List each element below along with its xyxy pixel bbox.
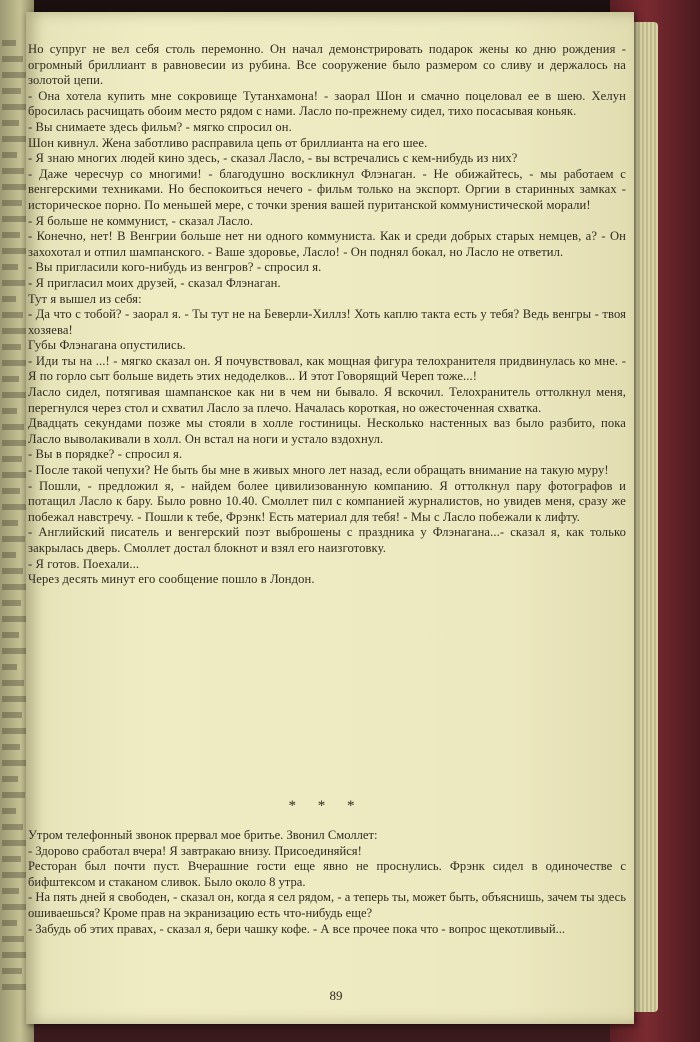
facing-page-text-fragment [2,680,24,686]
facing-page-text-fragment [2,728,29,734]
facing-page-text-fragment [2,200,22,206]
section-divider: * * * [288,798,364,814]
facing-page-text-fragment [2,408,17,414]
facing-page-text-fragment [2,216,29,222]
paragraph: Двадцать секундами позже мы стояли в холле гостиницы. Несколько настенных ваз было разбито, пока Ласло выволакивали в холл. Он встал на ноги и устало вздохнул. [28,416,626,446]
facing-page-text-fragment [2,360,28,366]
facing-page-text-fragment [2,280,25,286]
facing-page-text-fragment [2,856,21,862]
paragraph: - Вы в порядке? - спросил я. [28,447,183,462]
facing-page-text-fragment [2,792,25,798]
facing-page-text-fragment [2,648,26,654]
facing-page-text-fragment [2,120,19,126]
paragraph: - После такой чепухи? Не быть бы мне в живых много лет назад, если обращать внимание на такую муру! [28,463,609,478]
facing-page-text-fragment [2,40,16,46]
facing-page-text-fragment [2,808,16,814]
facing-page-text-fragment [2,88,21,94]
facing-page-text-fragment [2,968,22,974]
facing-page-text-fragment [2,824,23,830]
paragraph: Через десять минут его сообщение пошло в Лондон. [28,572,315,587]
page-number: 89 [329,988,343,1003]
facing-page-text-fragment [2,936,24,942]
facing-page-text-fragment [2,776,18,782]
paragraph: Но супруг не вел себя столь перемонно. Он начал демонстрировать подарок жены ко дню рождения - огромный бриллиант в равновесии из рубина. Все сооружение было размером со сливу и держалось на золотой цепи. [28,42,626,88]
facing-page-text-fragment [2,712,22,718]
facing-page-text-fragment [2,392,26,398]
facing-page-text-fragment [2,616,28,622]
facing-page-text-fragment [2,152,17,158]
facing-page-text-fragment [2,296,16,302]
facing-page-text-fragment [2,424,24,430]
paragraph: - Вы пригласили кого-нибудь из венгров? - спросил я. [28,260,322,275]
background-top [0,0,700,12]
facing-page-text-fragment [2,232,20,238]
facing-page-text-fragment [2,744,20,750]
paragraph: - Английский писатель и венгерский поэт выброшены с праздника у Флэнагана...- сказал я, как только закрылась дверь. Смоллет достал блокнот и взял его наизготовку. [28,525,626,555]
facing-page-text-fragment [2,568,23,574]
facing-page-text-fragment [2,760,27,766]
facing-page-text-fragment [2,920,17,926]
facing-page-text-fragment [2,984,29,990]
facing-page-text-fragment [2,264,18,270]
paragraph: Ласло сидел, потягивая шампанское как ни в чем ни бывало. Я вскочил. Телохранитель оттолкнул меня, перегнулся через стол и схватил Ласло за плечо. Началась короткая, но ожесточенная схватка. [28,385,626,415]
paragraph: Утром телефонный звонок прервал мое бритье. Звонил Смоллет: [28,828,378,842]
facing-page-text-fragment [2,888,19,894]
paragraph: - Вы снимаете здесь фильм? - мягко спросил он. [28,119,292,134]
facing-page-text-fragment [2,536,25,542]
facing-page-text-fragment [2,136,26,142]
facing-page-text-fragment [2,504,27,510]
paragraph: - Здорово сработал вчера! Я завтракаю внизу. Присоединяйся! [28,843,362,858]
book-page [26,12,634,1024]
facing-page-text-fragment [2,664,17,670]
facing-page-text-fragment [2,248,27,254]
main-text [28,42,626,588]
facing-page-text-fragment [2,168,24,174]
paragraph: Шон кивнул. Жена заботливо расправила цепь от бриллианта на его шее. [28,135,428,150]
paragraph: - Иди ты на ...! - мягко сказал он. Я почувствовал, как мощная фигура телохранителя придвинулась ко мне. - Я по горло сыт больше видеть этих недоделков... И этот Говорящий Череп тоже...! [28,353,626,384]
paragraph: Губы Флэнагана опустились. [28,338,186,353]
paragraph: - Я больше не коммунист, - сказал Ласло. [28,213,254,228]
facing-page-text-fragment [2,488,20,494]
facing-page-text-fragment [2,344,21,350]
facing-page-text-fragment [2,376,19,382]
section-text [28,828,626,937]
paragraph: - Я пригласил моих друзей, - сказал Флэнаган. [28,275,281,290]
facing-page-text-fragment [2,552,16,558]
facing-page-text-fragment [2,312,23,318]
facing-page-text-fragment [2,56,23,62]
facing-page-text-fragment [2,520,18,526]
paragraph: - Она хотела купить мне сокровище Тутанхамона! - заорал Шон и смачно поцеловал ее в шею. Хелун бросилась расчищать обоим место рядом с нами. Ласло по-прежнему сидел, тихо посасывая коньяк. [28,88,626,119]
facing-page-text-fragment [2,472,29,478]
paragraph: - На пять дней я свободен, - сказал он, когда я сел рядом, - а теперь ты, может быть, объяснишь, зачем ты здесь ошиваешься? Кроме прав на экранизацию есть что-нибудь еще? [28,890,626,920]
paragraph: - Я знаю многих людей кино здесь, - сказал Ласло, - вы встречались с кем-нибудь из них? [28,151,518,166]
paragraph: - Пошли, - предложил я, - найдем более цивилизованную компанию. Я оттолкнул пару фотографов и потащил Ласло к бару. Было ровно 10.40. Смоллет пил с компанией журналистов, но увидев меня, сразу же побежал навстречу. - Пошли к тебе, Фрэнк! Есть материал для тебя! - Мы с Ласло побежали к лифту. [28,478,626,524]
facing-page-text-fragment [2,632,19,638]
facing-page-text-fragment [2,904,26,910]
facing-page-text-fragment [2,872,28,878]
facing-page-text-fragment [2,104,28,110]
paragraph: - Да что с тобой? - заорал я. - Ты тут не на Беверли-Хиллз! Хоть каплю такта есть у тебя? Ведь венгры - твоя хозяева! [28,307,626,337]
paragraph: - Забудь об этих правах, - сказал я, бери чашку кофе. - А все прочее пока что - вопрос щекотливый... [28,921,566,936]
paragraph: - Даже чересчур со многими! - благодушно воскликнул Флэнаган. - Не обижайтесь, - мы работаем с венгерскими техниками. Но беспокоиться нечего - фильм только на экспорт. Оргии в старинных замках - историческое порно. По меньшей мере, с точки зрения вашей пуританской коммунистической морали! [28,166,626,212]
paragraph: Тут я вышел из себя: [28,291,142,306]
facing-page-text-fragment [2,456,22,462]
paragraph: Ресторан был почти пуст. Вчерашние гости еще явно не проснулись. Фрэнк сидел в одиночестве с бифштексом и стаканом сливок. Было около 8 утра. [28,859,626,889]
facing-page-text-fragment [2,600,21,606]
paragraph: - Я готов. Поехали... [28,556,140,571]
paragraph: - Конечно, нет! В Венгрии больше нет ни одного коммуниста. Как и среди добрых старых немцев, а? - Он захохотал и отпил шампанского. - Ваше здоровье, Ласло! - Он поднял бокал, но Ласло не ответил. [28,229,626,259]
